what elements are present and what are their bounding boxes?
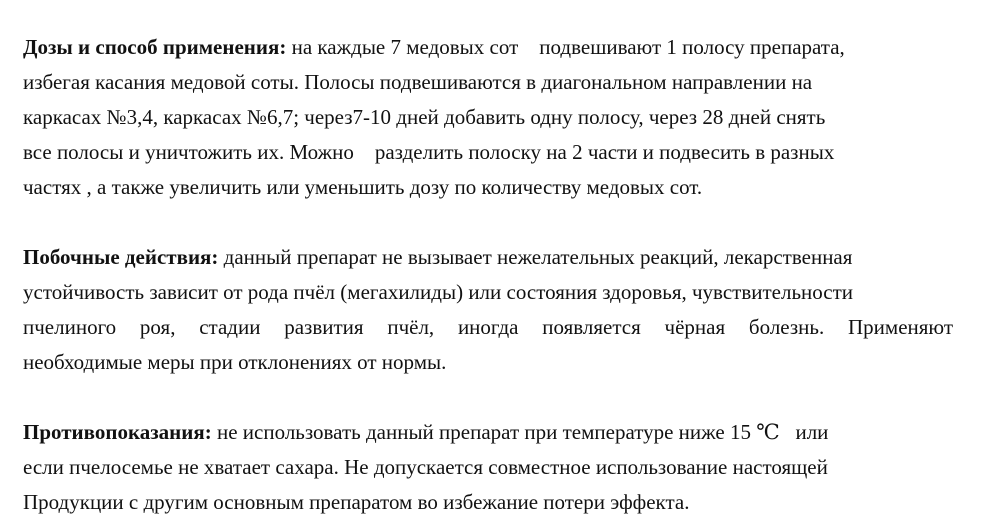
section-heading: Противопоказания: [23, 420, 212, 444]
section-contraindications [23, 415, 953, 520]
paragraph-line [23, 415, 953, 450]
paragraph-line: пчелиного роя, стадии развития пчёл, иногда появляется чёрная болезнь. Применяют [23, 315, 953, 339]
section-heading: Дозы и способ применения: [23, 35, 287, 59]
paragraph-line [23, 240, 953, 275]
paragraph-line: каркасах №3,4, каркасах №6,7; через7-10 дней добавить одну полосу, через 28 дней снять [23, 105, 826, 129]
paragraph-line: необходимые меры при отклонениях от нормы. [23, 350, 447, 374]
paragraph-line [23, 30, 953, 65]
section-side-effects [23, 240, 953, 380]
section-heading: Побочные действия: [23, 245, 219, 269]
paragraph-line: если пчелосемье не хватает сахара. Не допускается совместное использование настоящей [23, 455, 828, 479]
paragraph-text: не использовать данный препарат при температуре ниже 15 ℃ или [211, 420, 829, 444]
paragraph-line: устойчивость зависит от рода пчёл (мегахилиды) или состояния здоровья, чувствительности [23, 280, 854, 304]
document-body [23, 30, 953, 520]
paragraph-line: частях , а также увеличить или уменьшить дозу по количеству медовых сот. [23, 175, 703, 199]
section-dosage [23, 30, 953, 205]
paragraph-line: все полосы и уничтожить их. Можно разделить полоску на 2 части и подвесить в разных [23, 140, 835, 164]
paragraph-line: Продукции с другим основным препаратом во избежание потери эффекта. [23, 490, 690, 514]
paragraph-text: данный препарат не вызывает нежелательных реакций, лекарственная [218, 245, 853, 269]
paragraph-text: на каждые 7 медовых сот подвешивают 1 полосу препарата, [286, 35, 845, 59]
paragraph-line: избегая касания медовой соты. Полосы подвешиваются в диагональном направлении на [23, 70, 813, 94]
